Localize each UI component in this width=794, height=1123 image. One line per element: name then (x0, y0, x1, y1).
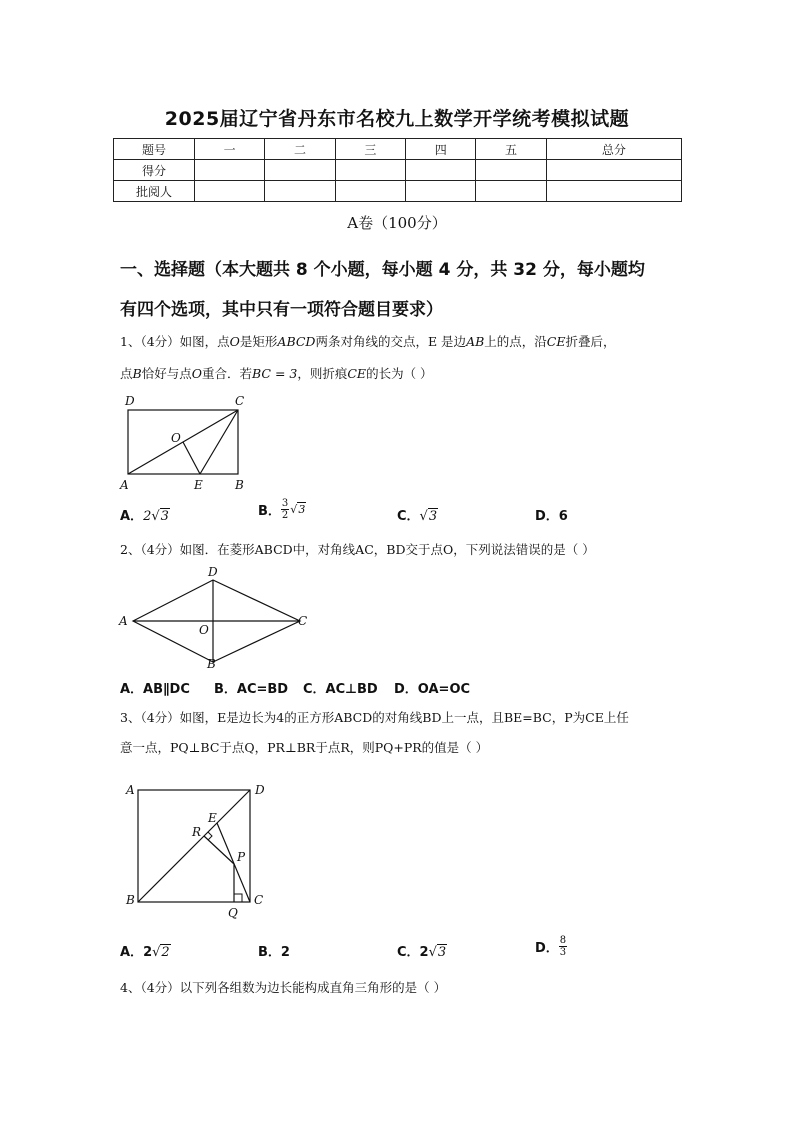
math: O (191, 366, 202, 381)
reviewer-entry-cell[interactable] (476, 181, 546, 202)
math: 2 (161, 945, 170, 960)
label-d: D (208, 565, 218, 579)
fraction (559, 935, 567, 958)
text: 重合．若 (201, 366, 252, 381)
section-heading-line1: 一、选择题（本大题共 8 个小题，每小题 4 分，共 32 分，每小题均 (120, 260, 645, 280)
option-label: C． (397, 945, 420, 960)
label-o: O (171, 431, 181, 445)
text: ，则折痕 (297, 366, 348, 381)
score-table (113, 138, 682, 202)
q2-option-a[interactable]: A．AB∥DC (120, 682, 190, 697)
question-3-line1: 3、（4分）如图，E是边长为4的正方形ABCD的对角线BD上一点，且BE=BC，P为CE上任 (120, 710, 629, 725)
math: ABCD (277, 334, 316, 349)
math: O (229, 334, 240, 349)
q1-option-c[interactable] (397, 505, 438, 524)
denominator: 3 (559, 947, 567, 958)
q1-option-d[interactable] (535, 505, 568, 524)
label-c: C (298, 614, 308, 628)
sqrt-icon: √ (290, 503, 298, 516)
table-cell: 三 (335, 139, 405, 160)
table-cell: 四 (406, 139, 476, 160)
q3-option-a[interactable] (120, 941, 171, 960)
q1-option-a[interactable] (120, 505, 170, 524)
label-e: E (208, 811, 217, 825)
q1-option-b[interactable] (258, 498, 306, 521)
text: 恰好与点 (141, 366, 192, 381)
text: 1、（4分）如图，点 (120, 334, 230, 349)
question-1-line2 (120, 364, 690, 384)
q3-option-c[interactable] (397, 941, 447, 960)
math: 2 (143, 945, 153, 960)
math: 3 (298, 503, 306, 516)
label-c: C (235, 394, 245, 408)
option-label: A． (120, 509, 144, 524)
label-r: R (192, 825, 202, 839)
question-2-text: 2、（4分）如图．在菱形ABCD中，对角线AC，BD交于点O，下列说法错误的是（ ） (120, 542, 595, 557)
label-b: B (126, 893, 135, 907)
label-o: O (199, 623, 209, 637)
figure-q2-rhombus (115, 563, 315, 673)
math: 2 (143, 509, 152, 524)
option-value: 2 (280, 945, 290, 960)
diagonal-bd (138, 790, 250, 902)
label-a: A (126, 783, 135, 797)
numerator: 3 (281, 498, 289, 509)
table-cell: 一 (195, 139, 265, 160)
table-cell: 题号 (114, 139, 195, 160)
table-cell: 二 (265, 139, 335, 160)
volume-heading: A卷（100分） (347, 214, 447, 232)
reviewer-entry-cell[interactable] (335, 181, 405, 202)
text: 上的点，沿 (484, 334, 547, 349)
fraction (281, 498, 289, 521)
option-label: C． (397, 509, 420, 524)
question-3-line2: 意一点，PQ⊥BC于点Q，PR⊥BR于点R，则PQ+PR的值是（ ） (120, 740, 489, 755)
text: 是矩形 (239, 334, 278, 349)
segment-ce (200, 410, 238, 474)
question-4-text: 4、（4分）以下列各组数为边长能构成直角三角形的是（ ） (120, 980, 447, 995)
math: 3 (437, 945, 447, 960)
score-entry-cell[interactable] (546, 160, 681, 181)
label-b: B (235, 478, 244, 492)
label-d: D (255, 783, 265, 797)
figure-q3-square (118, 780, 278, 922)
sqrt-icon: √ (419, 509, 428, 524)
option-label: B． (258, 945, 281, 960)
text: 两条对角线的交点，E 是边 (315, 334, 467, 349)
sqrt-icon: √ (428, 945, 437, 960)
table-cell: 批阅人 (114, 181, 195, 202)
segment-oe (183, 442, 200, 474)
label-b: B (207, 657, 216, 671)
denominator: 2 (281, 510, 289, 521)
label-a: A (120, 478, 129, 492)
math: 3 (160, 509, 169, 524)
option-label: B． (258, 504, 281, 519)
sqrt-icon: √ (152, 945, 161, 960)
q2-option-b[interactable]: B．AC=BD (214, 682, 289, 697)
reviewer-entry-cell[interactable] (195, 181, 265, 202)
math: CE (546, 334, 566, 349)
numerator: 8 (559, 935, 567, 946)
math: B (132, 366, 142, 381)
reviewer-entry-cell[interactable] (406, 181, 476, 202)
q2-option-d[interactable]: D．OA=OC (394, 682, 471, 697)
text: 折叠后， (565, 334, 616, 349)
text: 点 (120, 366, 133, 381)
math: 2 (419, 945, 429, 960)
right-angle-q (234, 894, 242, 902)
option-value: 6 (558, 509, 568, 524)
question-1-line1 (120, 332, 690, 352)
page-title: 2025届辽宁省丹东市名校九上数学开学统考模拟试题 (164, 108, 630, 130)
label-q: Q (228, 906, 238, 920)
text: 的长为（ ） (366, 366, 433, 381)
section-heading-line2: 有四个选项，其中只有一项符合题目要求） (120, 300, 443, 320)
table-row (114, 160, 682, 181)
option-label: D． (535, 941, 559, 956)
table-row (114, 139, 682, 160)
table-cell: 总分 (546, 139, 681, 160)
score-entry-cell[interactable] (195, 160, 265, 181)
score-entry-cell[interactable] (476, 160, 546, 181)
label-a: A (119, 614, 128, 628)
q3-option-b[interactable] (258, 941, 290, 960)
label-e: E (194, 478, 203, 492)
reviewer-entry-cell[interactable] (546, 181, 681, 202)
math: CE (347, 366, 367, 381)
option-label: D． (535, 509, 559, 524)
reviewer-entry-cell[interactable] (265, 181, 335, 202)
table-cell: 得分 (114, 160, 195, 181)
q3-option-d[interactable] (535, 935, 568, 958)
right-angle-r (208, 832, 212, 840)
figure-q1-rectangle (115, 392, 255, 494)
math: 3 (428, 509, 438, 524)
score-entry-cell[interactable] (335, 160, 405, 181)
label-p: P (237, 850, 246, 864)
math: BC = 3 (251, 366, 298, 381)
label-d: D (125, 394, 135, 408)
table-row (114, 181, 682, 202)
table-cell: 五 (476, 139, 546, 160)
q2-option-c[interactable]: C．AC⊥BD (303, 682, 378, 697)
math: AB (466, 334, 485, 349)
option-label: A． (120, 945, 144, 960)
score-entry-cell[interactable] (265, 160, 335, 181)
sqrt-icon: √ (151, 509, 160, 524)
label-c: C (254, 893, 264, 907)
score-entry-cell[interactable] (406, 160, 476, 181)
